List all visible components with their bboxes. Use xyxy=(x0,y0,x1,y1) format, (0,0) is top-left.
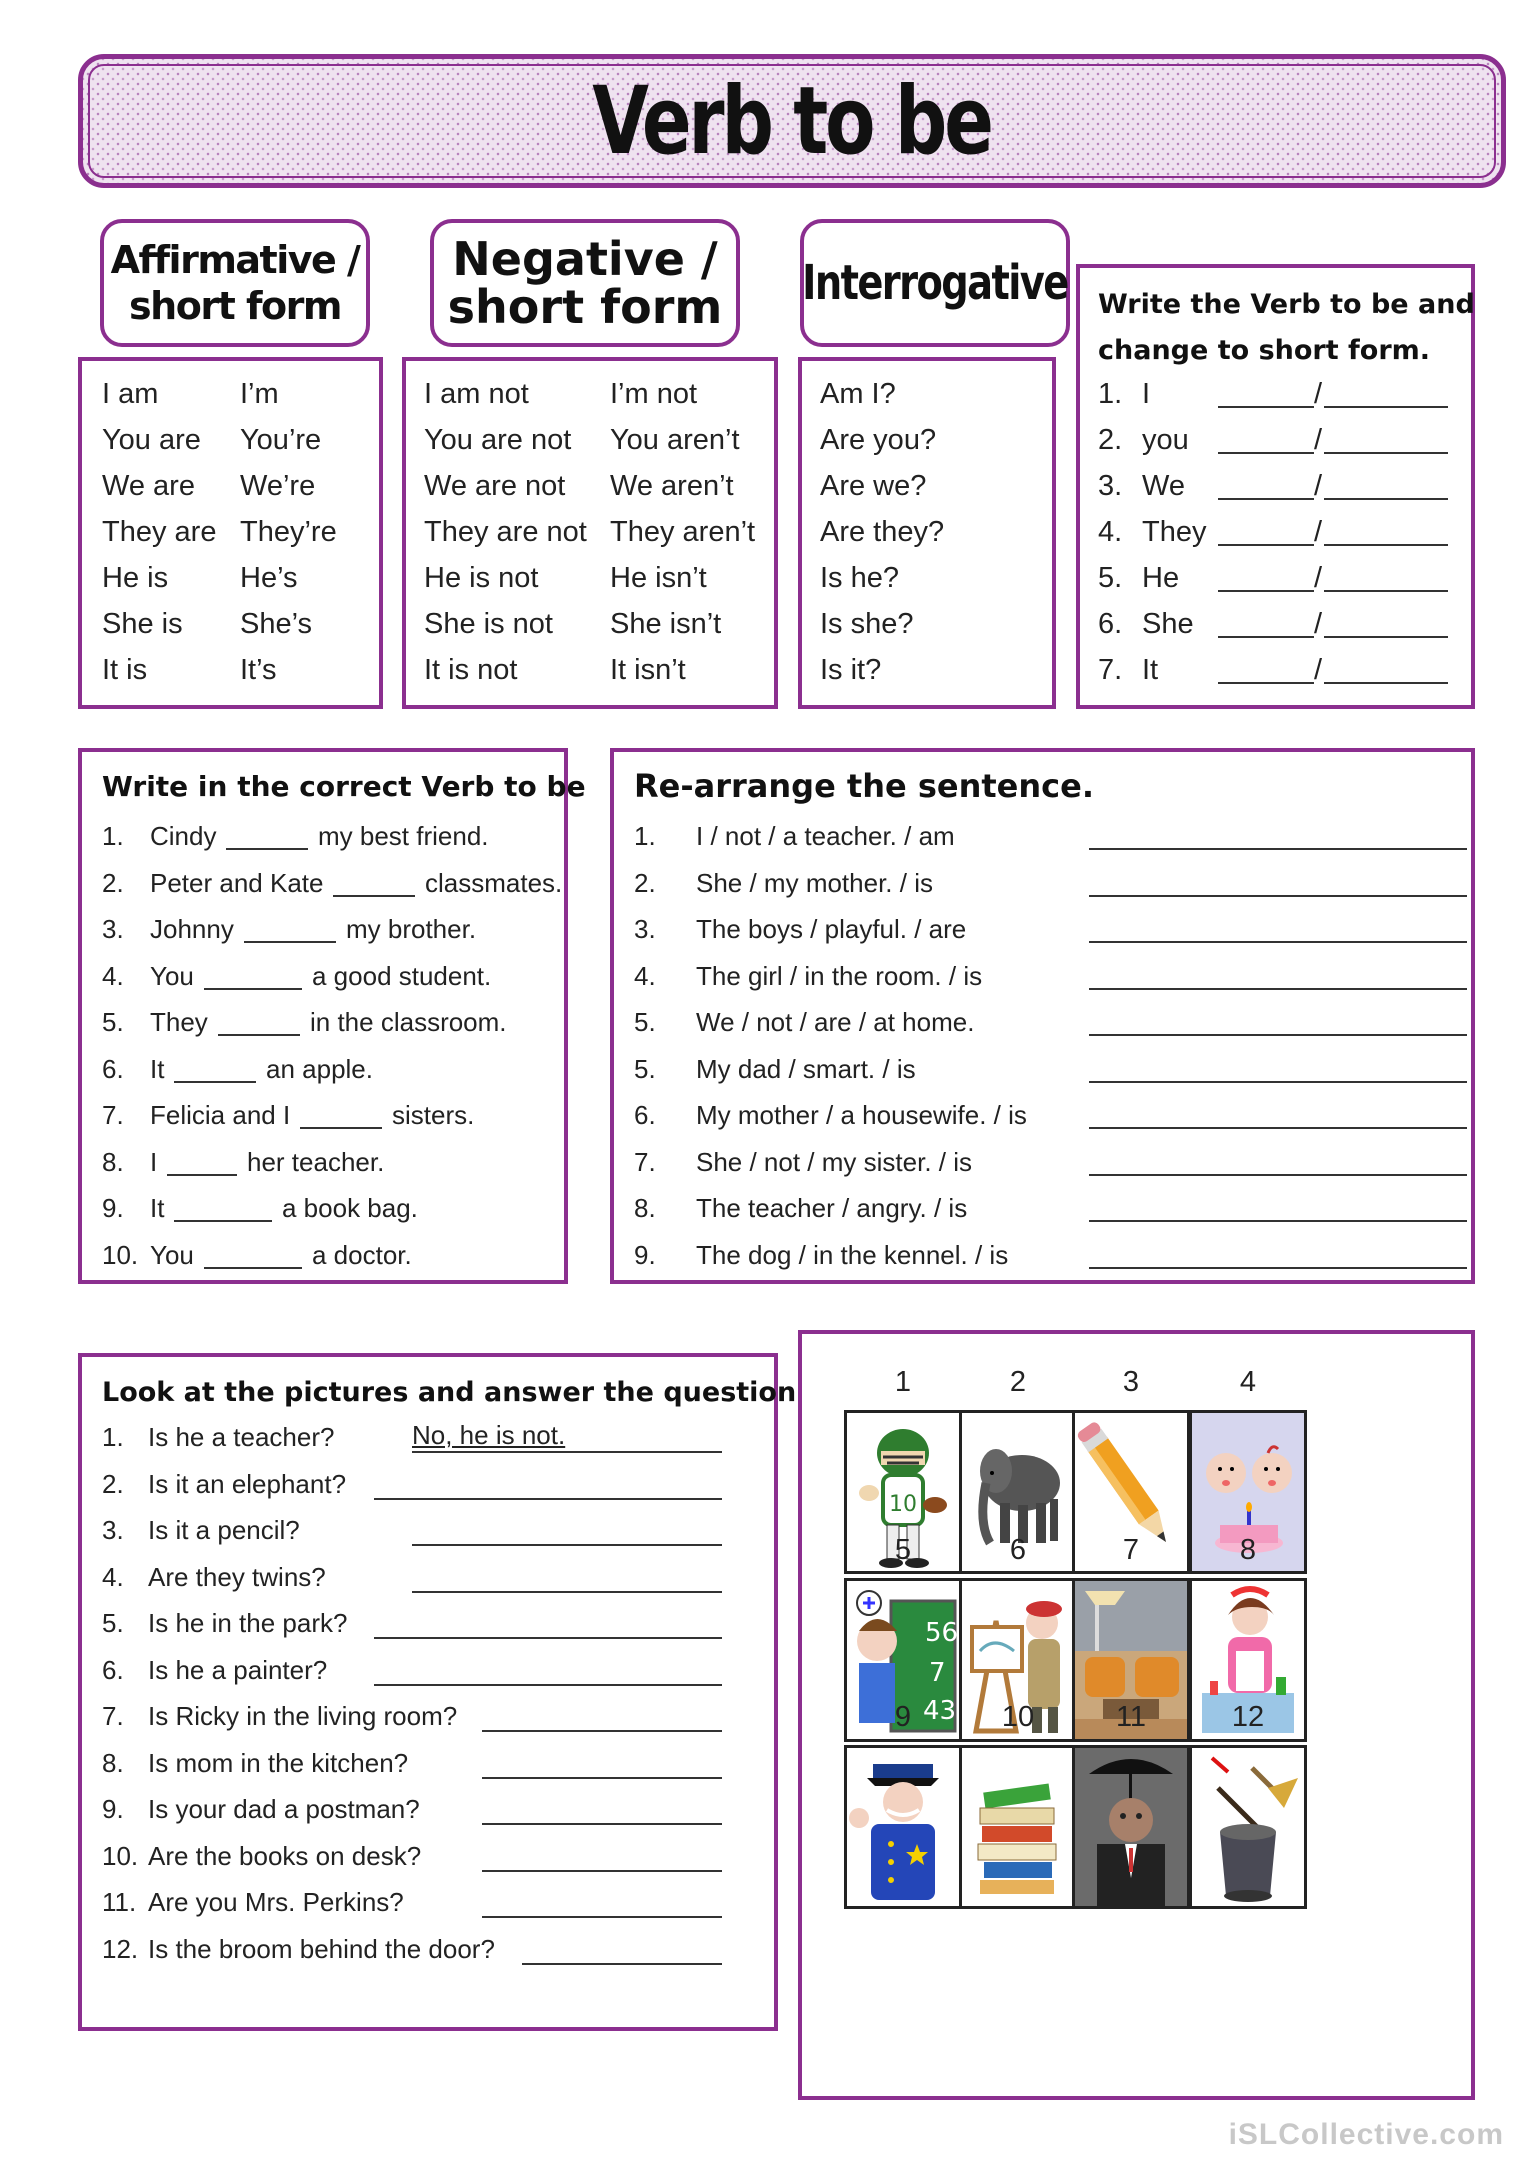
scrambled-sentence: The dog / in the kennel. / is xyxy=(696,1239,1009,1270)
answer-blank-full[interactable] xyxy=(1218,610,1314,638)
answer-blank[interactable] xyxy=(300,1101,382,1129)
answer-blank-short[interactable] xyxy=(1324,426,1448,454)
item-number: 6. xyxy=(1098,608,1123,640)
affirmative-header-line: short form xyxy=(129,284,341,328)
answer-blank-short[interactable] xyxy=(1324,518,1448,546)
rearrange-row xyxy=(634,1095,1454,1135)
negative-short: He isn’t xyxy=(610,562,707,594)
short-form-row xyxy=(1098,420,1323,460)
broom-icon xyxy=(1192,1748,1304,1906)
negative-full: You are not xyxy=(424,424,572,456)
fill-row xyxy=(102,909,477,949)
question-text: Is Ricky in the living room? xyxy=(148,1701,458,1731)
affirmative-short: I’m xyxy=(240,378,279,410)
affirmative-full: She is xyxy=(102,608,183,640)
picture-question-row xyxy=(102,1696,762,1736)
answer-line[interactable] xyxy=(412,1417,722,1453)
picture-question-row xyxy=(102,1882,762,1922)
fill-row xyxy=(102,1049,373,1089)
police-officer-icon xyxy=(847,1748,959,1906)
fill-row xyxy=(102,1188,418,1228)
item-number: 4. xyxy=(634,960,656,991)
answer-blank-short[interactable] xyxy=(1324,656,1448,684)
item-number: 8. xyxy=(102,1747,124,1778)
short-form-title-line: change to short form. xyxy=(1098,335,1431,366)
affirmative-header-line: Affirmative / xyxy=(110,238,360,282)
title-banner xyxy=(78,54,1506,188)
pictures-box xyxy=(798,1330,1475,2100)
sentence-rest: my best friend. xyxy=(318,821,489,851)
slash: / xyxy=(1314,516,1323,548)
item-number: 5. xyxy=(634,1053,656,1084)
scrambled-sentence: She / not / my sister. / is xyxy=(696,1146,972,1177)
picture-questions-title: Look at the pictures and answer the question xyxy=(102,1377,797,1408)
sentence-subject: You xyxy=(150,1239,194,1270)
answer-line[interactable] xyxy=(1089,1055,1467,1083)
slash: / xyxy=(1314,654,1323,686)
scrambled-sentence: The girl / in the room. / is xyxy=(696,960,983,991)
affirmative-full: You are xyxy=(102,424,201,456)
affirmative-full: He is xyxy=(102,562,169,594)
negative-header-line: Negative / xyxy=(452,232,718,286)
scrambled-sentence: I / not / a teacher. / am xyxy=(696,821,955,851)
picture-number: 10 xyxy=(1001,1701,1035,1733)
scrambled-sentence: The teacher / angry. / is xyxy=(696,1193,968,1223)
item-number: 5. xyxy=(1098,562,1123,594)
pronoun: They xyxy=(1142,516,1207,548)
item-number: 2. xyxy=(634,867,656,898)
man-umbrella-icon xyxy=(1075,1748,1187,1906)
answer-blank[interactable] xyxy=(174,1194,272,1222)
answer-line[interactable] xyxy=(1089,1148,1467,1176)
question-text: Are you Mrs. Perkins? xyxy=(148,1887,404,1917)
answer-line[interactable] xyxy=(1089,822,1467,850)
affirmative-full: We are xyxy=(102,470,195,502)
answer-line[interactable] xyxy=(374,1603,722,1639)
answer-line[interactable] xyxy=(1089,915,1467,943)
item-number: 11. xyxy=(102,1887,137,1917)
pronoun: We xyxy=(1142,470,1185,502)
slash: / xyxy=(1314,562,1323,594)
item-number: 3. xyxy=(102,914,124,944)
picture-question-row xyxy=(102,1417,762,1457)
picture-number: 3 xyxy=(1122,1366,1140,1398)
scrambled-sentence: The boys / playful. / are xyxy=(696,914,967,944)
scrambled-sentence: My dad / smart. / is xyxy=(696,1053,916,1084)
sentence-subject: You xyxy=(150,960,194,991)
interrogative-item: Is it? xyxy=(820,654,882,686)
fill-row xyxy=(102,1002,507,1042)
slash: / xyxy=(1314,424,1323,456)
rearrange-exercise-title: Re-arrange the sentence. xyxy=(634,767,1094,805)
interrogative-item: Are you? xyxy=(820,424,937,456)
answer-blank[interactable] xyxy=(204,962,302,990)
rearrange-row xyxy=(634,909,1454,949)
answer-blank[interactable] xyxy=(226,822,308,850)
picture-number: 4 xyxy=(1239,1366,1257,1398)
answer-blank-short[interactable] xyxy=(1324,380,1448,408)
fill-row xyxy=(102,816,489,856)
negative-full: We are not xyxy=(424,470,566,502)
sentence-subject: Felicia and I xyxy=(150,1100,291,1130)
question-text: Is he a painter? xyxy=(148,1654,328,1685)
affirmative-short: It’s xyxy=(240,654,277,686)
item-number: 7. xyxy=(634,1146,656,1177)
item-number: 1. xyxy=(1098,378,1123,410)
rearrange-row xyxy=(634,1235,1454,1275)
answer-line[interactable] xyxy=(1089,962,1467,990)
picture-question-row xyxy=(102,1557,762,1597)
interrogative-item: Am I? xyxy=(820,378,896,410)
negative-short: You aren’t xyxy=(610,424,740,456)
short-form-row xyxy=(1098,512,1323,552)
item-number: 8. xyxy=(102,1146,124,1177)
answer-line[interactable] xyxy=(374,1464,722,1500)
item-number: 5. xyxy=(102,1007,124,1037)
negative-short: We aren’t xyxy=(610,470,734,502)
negative-short: They aren’t xyxy=(610,516,756,548)
interrogative-box xyxy=(798,357,1056,709)
svg-text:43: 43 xyxy=(923,1696,957,1726)
affirmative-full: It is xyxy=(102,654,148,686)
affirmative-header xyxy=(100,219,370,347)
interrogative-item: Are we? xyxy=(820,470,927,502)
answer-line[interactable] xyxy=(482,1743,722,1779)
answer-blank-full[interactable] xyxy=(1218,656,1314,684)
item-number: 1. xyxy=(102,821,124,851)
sentence-rest: in the classroom. xyxy=(310,1007,507,1037)
answer-line[interactable] xyxy=(1089,1101,1467,1129)
pronoun: It xyxy=(1142,654,1159,686)
negative-header xyxy=(430,219,740,347)
picture-tile xyxy=(959,1745,1077,1909)
picture-question-row xyxy=(102,1929,762,1969)
sentence-subject: They xyxy=(150,1007,208,1037)
answer-line[interactable] xyxy=(482,1882,722,1918)
item-number: 5. xyxy=(634,1007,656,1037)
rearrange-row xyxy=(634,1002,1454,1042)
answer-blank-full[interactable] xyxy=(1218,426,1314,454)
answer-blank[interactable] xyxy=(218,1008,300,1036)
answer-blank[interactable] xyxy=(244,915,336,943)
picture-question-row xyxy=(102,1464,762,1504)
picture-number: 11 xyxy=(1115,1701,1147,1733)
item-number: 2. xyxy=(102,1468,124,1499)
scrambled-sentence: My mother / a housewife. / is xyxy=(696,1100,1027,1130)
item-number: 10. xyxy=(102,1840,139,1871)
sentence-rest: a doctor. xyxy=(312,1239,412,1270)
rearrange-row xyxy=(634,816,1454,856)
pronoun: She xyxy=(1142,608,1194,640)
short-form-exercise-box xyxy=(1076,264,1475,709)
item-number: 5. xyxy=(102,1608,124,1638)
sentence-rest: an apple. xyxy=(266,1053,373,1084)
short-form-row xyxy=(1098,558,1323,598)
rearrange-row xyxy=(634,863,1454,903)
affirmative-short: We’re xyxy=(240,470,316,502)
answer-line[interactable] xyxy=(482,1789,722,1825)
site-watermark: iSLCollective.com xyxy=(1228,2118,1504,2151)
short-form-row xyxy=(1098,650,1323,690)
rearrange-exercise-box xyxy=(610,748,1475,1284)
item-number: 6. xyxy=(634,1100,656,1130)
negative-short: I’m not xyxy=(610,378,698,410)
fill-exercise-title: Write in the correct Verb to be xyxy=(102,770,586,803)
negative-full: I am not xyxy=(424,378,529,410)
picture-question-row xyxy=(102,1836,762,1876)
fill-row xyxy=(102,1235,412,1275)
negative-full: It is not xyxy=(424,654,518,686)
rearrange-row xyxy=(634,1142,1454,1182)
question-text: Is it an elephant? xyxy=(148,1468,347,1499)
item-number: 3. xyxy=(102,1515,124,1545)
svg-text:7: 7 xyxy=(929,1658,946,1688)
answer-blank-full[interactable] xyxy=(1218,380,1314,408)
picture-number: 2 xyxy=(1009,1366,1027,1398)
pronoun: I xyxy=(1142,378,1151,410)
affirmative-short: You’re xyxy=(240,424,322,456)
sentence-rest: sisters. xyxy=(392,1100,475,1130)
item-number: 7. xyxy=(1098,654,1123,686)
slash: / xyxy=(1314,378,1323,410)
sentence-rest: my brother. xyxy=(346,914,477,944)
short-form-row xyxy=(1098,374,1323,414)
question-text: Is mom in the kitchen? xyxy=(148,1747,409,1778)
answer-line[interactable] xyxy=(412,1510,722,1546)
answer-line[interactable] xyxy=(1089,1194,1467,1222)
item-number: 3. xyxy=(1098,470,1123,502)
item-number: 9. xyxy=(634,1239,656,1270)
slash: / xyxy=(1314,608,1323,640)
pronoun: you xyxy=(1142,424,1189,456)
slash: / xyxy=(1314,470,1323,502)
picture-number: 5 xyxy=(894,1534,912,1566)
item-number: 2. xyxy=(1098,424,1123,456)
answer-line[interactable] xyxy=(1089,1008,1467,1036)
question-text: Is your dad a postman? xyxy=(148,1794,420,1824)
picture-number: 9 xyxy=(894,1701,912,1733)
question-text: Is it a pencil? xyxy=(148,1515,300,1545)
answer-line[interactable] xyxy=(482,1696,722,1732)
sentence-rest: classmates. xyxy=(425,867,563,898)
sentence-subject: Cindy xyxy=(150,821,217,851)
answer-blank[interactable] xyxy=(204,1241,302,1269)
item-number: 8. xyxy=(634,1193,656,1223)
affirmative-short: He’s xyxy=(240,562,298,594)
picture-number: 1 xyxy=(894,1366,912,1398)
item-number: 2. xyxy=(102,867,124,898)
interrogative-header-label: Interrogative xyxy=(802,255,1068,311)
short-form-row xyxy=(1098,604,1323,644)
sentence-rest: a good student. xyxy=(312,960,492,991)
item-number: 4. xyxy=(1098,516,1123,548)
item-number: 9. xyxy=(102,1794,124,1824)
item-number: 1. xyxy=(634,821,656,851)
negative-box xyxy=(402,357,778,709)
answer-blank-short[interactable] xyxy=(1324,610,1448,638)
answer-blank-short[interactable] xyxy=(1324,564,1448,592)
svg-text:56: 56 xyxy=(925,1618,959,1648)
item-number: 4. xyxy=(102,960,124,991)
page-title: Verb to be xyxy=(592,66,992,176)
negative-short: She isn’t xyxy=(610,608,722,640)
item-number: 7. xyxy=(102,1701,124,1731)
answer-blank[interactable] xyxy=(333,869,415,897)
answer-line[interactable] xyxy=(374,1650,722,1686)
question-text: Is he in the park? xyxy=(148,1608,348,1638)
sentence-subject: It xyxy=(150,1053,165,1084)
sentence-subject: Peter and Kate xyxy=(150,867,324,898)
negative-full: They are not xyxy=(424,516,587,548)
picture-number: 12 xyxy=(1231,1701,1265,1733)
affirmative-short: They’re xyxy=(240,516,337,548)
affirmative-full: I am xyxy=(102,378,159,410)
item-number: 4. xyxy=(102,1561,124,1592)
picture-question-row xyxy=(102,1743,762,1783)
answer-blank-short[interactable] xyxy=(1324,472,1448,500)
picture-question-row xyxy=(102,1789,762,1829)
question-text: Are the books on desk? xyxy=(148,1840,422,1871)
picture-question-row xyxy=(102,1510,762,1550)
answer-text: No, he is not. xyxy=(412,1420,566,1450)
picture-number: 8 xyxy=(1239,1534,1257,1566)
sentence-rest: her teacher. xyxy=(247,1146,385,1177)
picture-number: 6 xyxy=(1009,1534,1027,1566)
picture-question-row xyxy=(102,1650,762,1690)
question-text: Is the broom behind the door? xyxy=(148,1933,495,1964)
sentence-subject: It xyxy=(150,1193,165,1223)
short-form-title-line: Write the Verb to be and xyxy=(1098,289,1475,320)
interrogative-item: Is he? xyxy=(820,562,899,594)
answer-line[interactable] xyxy=(522,1929,722,1965)
picture-tile xyxy=(1072,1745,1190,1909)
answer-blank[interactable] xyxy=(167,1148,237,1176)
item-number: 12. xyxy=(102,1933,139,1964)
picture-question-row xyxy=(102,1603,762,1643)
fill-exercise-box xyxy=(78,748,586,1284)
picture-tile xyxy=(844,1745,962,1909)
answer-blank-full[interactable] xyxy=(1218,564,1314,592)
interrogative-header xyxy=(800,219,1070,347)
negative-full: She is not xyxy=(424,608,553,640)
picture-tile xyxy=(1189,1745,1307,1909)
question-text: Is he a teacher? xyxy=(148,1422,335,1452)
sentence-rest: a book bag. xyxy=(282,1193,418,1223)
affirmative-box xyxy=(78,357,383,709)
item-number: 6. xyxy=(102,1053,124,1084)
rearrange-row xyxy=(634,956,1454,996)
fill-row xyxy=(102,956,492,996)
item-number: 9. xyxy=(102,1193,124,1223)
answer-blank[interactable] xyxy=(174,1055,256,1083)
sentence-subject: I xyxy=(150,1146,158,1177)
scrambled-sentence: We / not / are / at home. xyxy=(696,1007,975,1037)
negative-header-line: short form xyxy=(447,280,723,334)
svg-text:10: 10 xyxy=(889,1492,917,1517)
item-number: 1. xyxy=(102,1422,124,1452)
answer-blank-full[interactable] xyxy=(1218,518,1314,546)
fill-row xyxy=(102,1142,385,1182)
short-form-exercise-title xyxy=(1098,282,1475,374)
item-number: 3. xyxy=(634,914,656,944)
pronoun: He xyxy=(1142,562,1180,594)
affirmative-short: She’s xyxy=(240,608,313,640)
sentence-subject: Johnny xyxy=(150,914,234,944)
scrambled-sentence: She / my mother. / is xyxy=(696,867,933,898)
answer-line[interactable] xyxy=(412,1557,722,1593)
rearrange-row xyxy=(634,1049,1454,1089)
item-number: 7. xyxy=(102,1100,124,1130)
answer-line[interactable] xyxy=(482,1836,722,1872)
picture-questions-box xyxy=(78,1353,797,2031)
interrogative-item: Are they? xyxy=(820,516,945,548)
fill-row xyxy=(102,1095,475,1135)
rearrange-row xyxy=(634,1188,1454,1228)
question-text: Are they twins? xyxy=(148,1561,326,1592)
negative-short: It isn’t xyxy=(610,654,686,686)
affirmative-full: They are xyxy=(102,516,217,548)
answer-blank-full[interactable] xyxy=(1218,472,1314,500)
picture-number: 7 xyxy=(1122,1534,1140,1566)
fill-row xyxy=(102,863,563,903)
negative-full: He is not xyxy=(424,562,539,594)
interrogative-item: Is she? xyxy=(820,608,914,640)
item-number: 10. xyxy=(102,1239,139,1270)
answer-line[interactable] xyxy=(1089,869,1467,897)
item-number: 6. xyxy=(102,1654,124,1685)
answer-line[interactable] xyxy=(1089,1241,1467,1269)
short-form-row xyxy=(1098,466,1323,506)
books-icon xyxy=(962,1748,1074,1906)
